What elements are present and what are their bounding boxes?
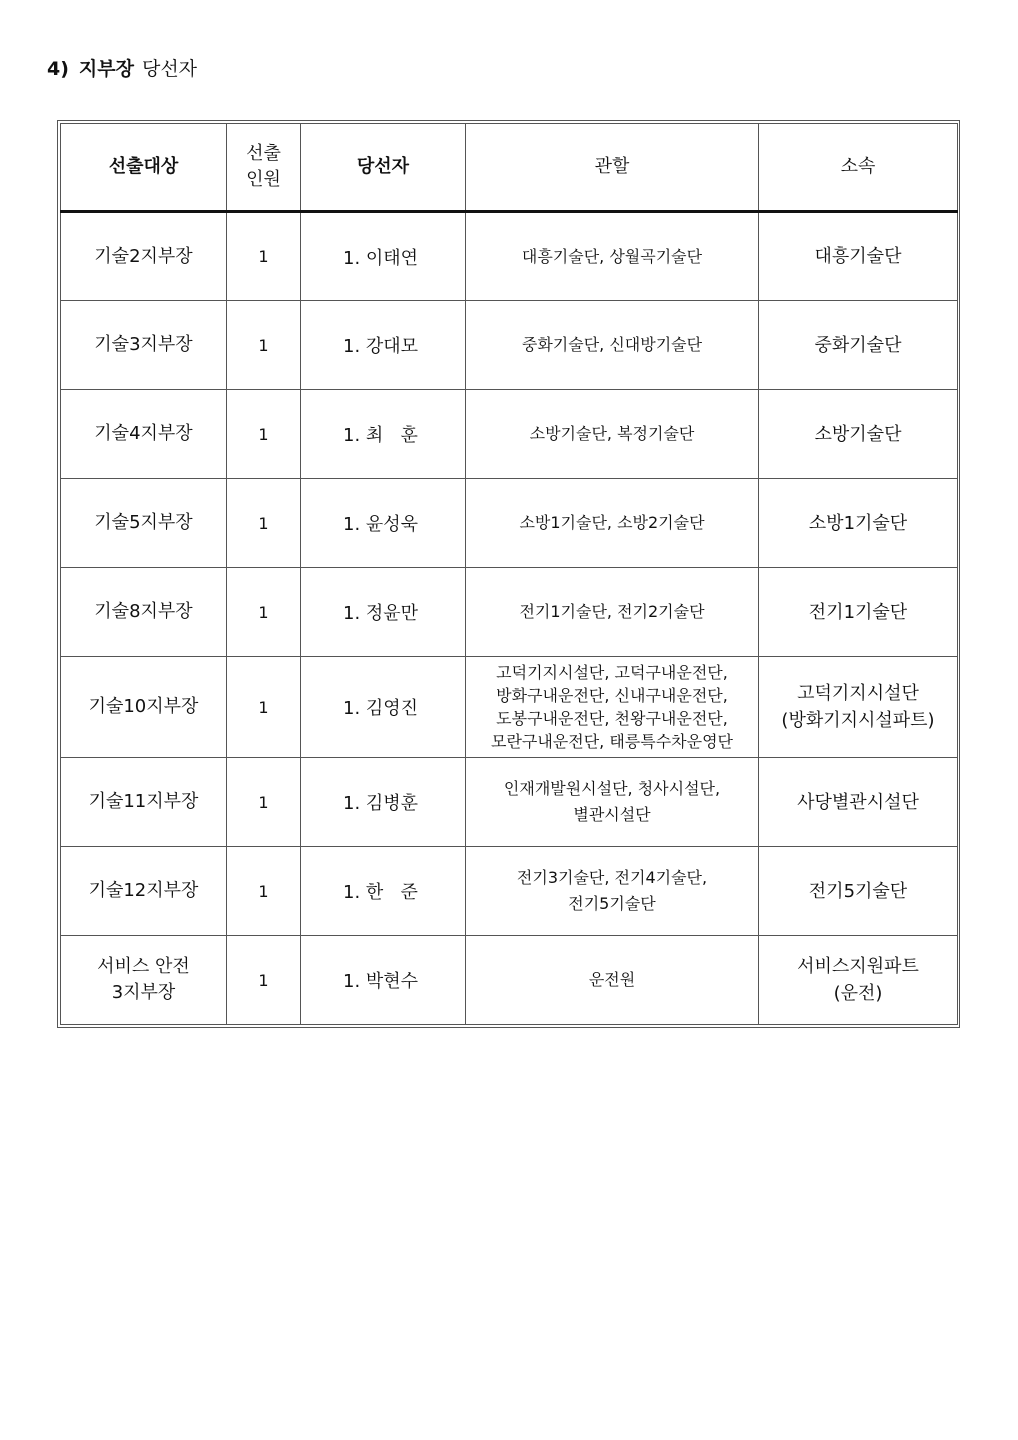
cell-target: 기술10지부장 bbox=[61, 657, 227, 758]
cell-affiliation: 서비스지원파트 (운전) bbox=[759, 936, 958, 1025]
table-row bbox=[61, 568, 958, 657]
cell-count: 1 bbox=[227, 936, 301, 1025]
section-title-bold: 지부장 bbox=[78, 58, 134, 80]
cell-jurisdiction: 소방1기술단, 소방2기술단 bbox=[466, 479, 759, 568]
cell-count: 1 bbox=[227, 479, 301, 568]
cell-winner: 1. 김영진 bbox=[301, 657, 466, 758]
cell-count: 1 bbox=[227, 568, 301, 657]
section-title-normal: 당선자 bbox=[141, 58, 198, 80]
cell-winner: 1. 정윤만 bbox=[301, 568, 466, 657]
table-row bbox=[61, 212, 958, 301]
section-number: 4) bbox=[47, 58, 69, 80]
cell-target: 서비스 안전 3지부장 bbox=[61, 936, 227, 1025]
cell-affiliation: 전기5기술단 bbox=[759, 847, 958, 936]
cell-target: 기술11지부장 bbox=[61, 758, 227, 847]
section-heading bbox=[47, 54, 197, 81]
table-row bbox=[61, 479, 958, 568]
cell-target: 기술2지부장 bbox=[61, 212, 227, 301]
cell-affiliation: 소방1기술단 bbox=[759, 479, 958, 568]
cell-count: 1 bbox=[227, 847, 301, 936]
table-row bbox=[61, 847, 958, 936]
cell-winner: 1. 윤성욱 bbox=[301, 479, 466, 568]
header-target: 선출대상 bbox=[61, 124, 227, 212]
cell-affiliation: 중화기술단 bbox=[759, 301, 958, 390]
cell-affiliation: 소방기술단 bbox=[759, 390, 958, 479]
cell-affiliation: 고덕기지시설단 (방화기지시설파트) bbox=[759, 657, 958, 758]
cell-jurisdiction: 고덕기지시설단, 고덕구내운전단, 방화구내운전단, 신내구내운전단, 도봉구내운전단, 천왕구내운전단, 모란구내운전단, 태릉특수차운영단 bbox=[466, 657, 759, 758]
cell-winner: 1. 김병훈 bbox=[301, 758, 466, 847]
table-row bbox=[61, 390, 958, 479]
cell-winner: 1. 이태연 bbox=[301, 212, 466, 301]
cell-jurisdiction: 전기3기술단, 전기4기술단, 전기5기술단 bbox=[466, 847, 759, 936]
header-count: 선출 인원 bbox=[227, 124, 301, 212]
cell-count: 1 bbox=[227, 758, 301, 847]
cell-jurisdiction: 인재개발원시설단, 청사시설단, 별관시설단 bbox=[466, 758, 759, 847]
cell-winner: 1. 한 준 bbox=[301, 847, 466, 936]
cell-winner: 1. 최 훈 bbox=[301, 390, 466, 479]
cell-affiliation: 사당별관시설단 bbox=[759, 758, 958, 847]
table-row bbox=[61, 657, 958, 758]
table-row bbox=[61, 301, 958, 390]
cell-count: 1 bbox=[227, 657, 301, 758]
cell-target: 기술3지부장 bbox=[61, 301, 227, 390]
header-winner: 당선자 bbox=[301, 124, 466, 212]
table-row bbox=[61, 758, 958, 847]
cell-affiliation: 전기1기술단 bbox=[759, 568, 958, 657]
cell-jurisdiction: 운전원 bbox=[466, 936, 759, 1025]
cell-target: 기술4지부장 bbox=[61, 390, 227, 479]
cell-target: 기술8지부장 bbox=[61, 568, 227, 657]
cell-target: 기술12지부장 bbox=[61, 847, 227, 936]
table-row bbox=[61, 936, 958, 1025]
cell-affiliation: 대흥기술단 bbox=[759, 212, 958, 301]
cell-target: 기술5지부장 bbox=[61, 479, 227, 568]
cell-jurisdiction: 대흥기술단, 상월곡기술단 bbox=[466, 212, 759, 301]
header-affiliation: 소속 bbox=[759, 124, 958, 212]
election-results-table bbox=[60, 123, 958, 1025]
election-results-table-frame bbox=[57, 120, 960, 1028]
cell-count: 1 bbox=[227, 212, 301, 301]
cell-jurisdiction: 소방기술단, 복정기술단 bbox=[466, 390, 759, 479]
cell-count: 1 bbox=[227, 390, 301, 479]
cell-winner: 1. 박현수 bbox=[301, 936, 466, 1025]
cell-jurisdiction: 전기1기술단, 전기2기술단 bbox=[466, 568, 759, 657]
header-row bbox=[61, 124, 958, 212]
cell-winner: 1. 강대모 bbox=[301, 301, 466, 390]
cell-jurisdiction: 중화기술단, 신대방기술단 bbox=[466, 301, 759, 390]
cell-count: 1 bbox=[227, 301, 301, 390]
header-jurisdiction: 관할 bbox=[466, 124, 759, 212]
